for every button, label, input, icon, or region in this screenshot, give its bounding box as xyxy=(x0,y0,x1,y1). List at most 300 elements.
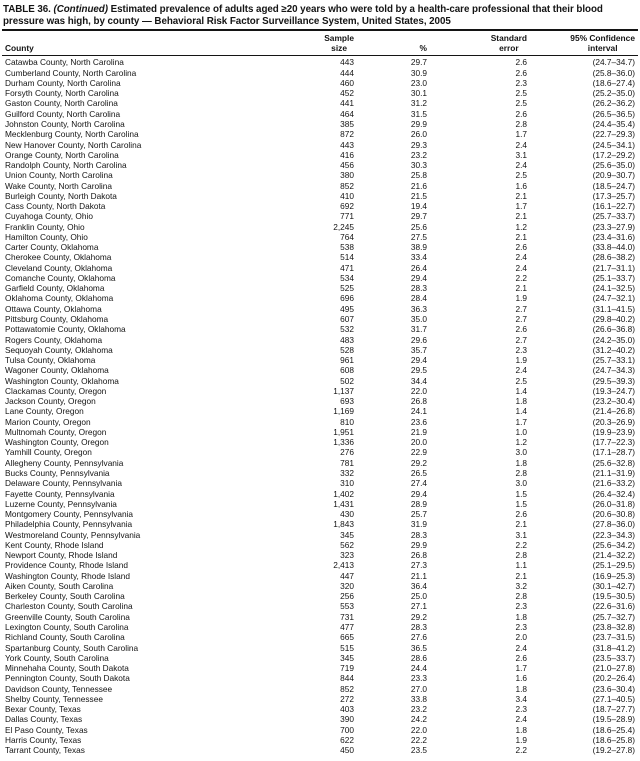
standard-error-cell: 3.0 xyxy=(515,447,527,458)
standard-error-cell: 1.7 xyxy=(515,129,527,140)
table-row xyxy=(2,150,638,160)
county-cell: Union County, North Carolina xyxy=(5,170,113,181)
sample-size-cell: 781 xyxy=(340,457,354,468)
table-row xyxy=(2,663,638,673)
confidence-interval-cell: (25.2–35.0) xyxy=(592,88,635,99)
confidence-interval-cell: (25.8–36.0) xyxy=(592,67,635,78)
percent-cell: 26.8 xyxy=(410,396,427,407)
confidence-interval-cell: (25.6–35.0) xyxy=(592,160,635,171)
table-row xyxy=(2,673,638,683)
percent-cell: 27.1 xyxy=(410,601,427,612)
county-cell: Greenville County, South Carolina xyxy=(5,611,130,622)
standard-error-cell: 1.8 xyxy=(515,396,527,407)
confidence-interval-cell: (24.7–34.3) xyxy=(592,365,635,376)
table-row xyxy=(2,129,638,139)
percent-cell: 29.9 xyxy=(410,539,427,550)
county-cell: Bucks County, Pennsylvania xyxy=(5,468,110,478)
sample-size-cell: 345 xyxy=(340,652,354,663)
standard-error-cell: 2.5 xyxy=(515,98,527,109)
table-row xyxy=(2,499,638,509)
percent-cell: 31.7 xyxy=(410,324,427,335)
table-row xyxy=(2,283,638,293)
confidence-interval-cell: (16.9–25.3) xyxy=(592,570,635,581)
confidence-interval-cell: (23.8–32.8) xyxy=(592,621,635,632)
confidence-interval-cell: (23.3–27.9) xyxy=(592,221,635,232)
county-cell: Berkeley County, South Carolina xyxy=(5,591,125,602)
sample-size-cell: 390 xyxy=(340,714,354,725)
percent-cell: 25.7 xyxy=(410,509,427,520)
table-row xyxy=(2,437,638,447)
table-row xyxy=(2,447,638,457)
confidence-interval-cell: (19.5–28.9) xyxy=(592,714,635,725)
standard-error-cell: 2.6 xyxy=(515,67,527,78)
confidence-interval-cell: (24.7–32.1) xyxy=(592,293,635,304)
sample-size-cell: 272 xyxy=(340,693,354,704)
county-cell: Ottawa County, Oklahoma xyxy=(5,303,102,314)
county-cell: Lane County, Oregon xyxy=(5,406,84,417)
confidence-interval-cell: (21.7–31.1) xyxy=(592,262,635,273)
confidence-interval-cell: (21.4–26.8) xyxy=(592,406,635,417)
county-cell: Multnomah County, Oregon xyxy=(5,426,107,437)
confidence-interval-cell: (16.1–22.7) xyxy=(592,201,635,212)
percent-cell: 26.0 xyxy=(410,129,427,140)
percent-cell: 29.4 xyxy=(410,272,427,283)
standard-error-cell: 2.3 xyxy=(515,344,527,355)
confidence-interval-cell: (24.5–34.1) xyxy=(592,139,635,150)
confidence-interval-cell: (25.7–33.1) xyxy=(592,355,635,366)
standard-error-cell: 1.1 xyxy=(515,560,527,571)
percent-cell: 36.4 xyxy=(410,580,427,591)
sample-size-cell: 532 xyxy=(340,324,354,335)
table-row xyxy=(2,78,638,88)
standard-error-cell: 2.4 xyxy=(515,160,527,171)
table-row xyxy=(2,581,638,591)
percent-cell: 28.3 xyxy=(410,621,427,632)
header-county: County xyxy=(2,30,281,56)
percent-cell: 22.9 xyxy=(410,447,427,458)
sample-size-cell: 256 xyxy=(340,591,354,602)
standard-error-cell: 1.5 xyxy=(515,498,527,509)
table-row xyxy=(2,170,638,180)
table-row xyxy=(2,376,638,386)
table-row xyxy=(2,694,638,704)
county-cell: Davidson County, Tennessee xyxy=(5,683,113,694)
confidence-interval-cell: (24.2–35.0) xyxy=(592,334,635,345)
table-row xyxy=(2,468,638,478)
sample-size-cell: 534 xyxy=(340,272,354,283)
standard-error-cell: 2.2 xyxy=(515,745,527,756)
standard-error-cell: 2.3 xyxy=(515,601,527,612)
confidence-interval-cell: (26.0–31.8) xyxy=(592,498,635,509)
table-row xyxy=(2,540,638,550)
standard-error-cell: 3.0 xyxy=(515,478,527,489)
sample-size-cell: 872 xyxy=(340,129,354,140)
percent-cell: 25.0 xyxy=(410,591,427,602)
percent-cell: 36.5 xyxy=(410,642,427,653)
percent-cell: 28.3 xyxy=(410,283,427,294)
table-row xyxy=(2,560,638,570)
standard-error-cell: 1.8 xyxy=(515,611,527,622)
standard-error-cell: 2.1 xyxy=(515,283,527,294)
county-cell: Cleveland County, Oklahoma xyxy=(5,262,113,273)
county-cell: Bexar County, Texas xyxy=(5,704,81,715)
county-cell: Yamhill County, Oregon xyxy=(5,447,92,458)
sample-size-cell: 696 xyxy=(340,293,354,304)
county-cell: Johnston County, North Carolina xyxy=(5,118,125,129)
county-cell: Luzerne County, Pennsylvania xyxy=(5,498,117,509)
confidence-interval-cell: (30.1–42.7) xyxy=(592,580,635,591)
sample-size-cell: 385 xyxy=(340,118,354,129)
table-header xyxy=(2,30,638,56)
percent-cell: 30.9 xyxy=(410,67,427,78)
county-cell: Montgomery County, Pennsylvania xyxy=(5,509,134,520)
confidence-interval-cell: (24.1–32.5) xyxy=(592,283,635,294)
county-cell: Jackson County, Oregon xyxy=(5,396,96,407)
percent-cell: 23.2 xyxy=(410,704,427,715)
standard-error-cell: 2.6 xyxy=(515,324,527,335)
sample-size-cell: 495 xyxy=(340,303,354,314)
table-row xyxy=(2,489,638,499)
standard-error-cell: 2.4 xyxy=(515,139,527,150)
table-row xyxy=(2,345,638,355)
county-cell: Cherokee County, Oklahoma xyxy=(5,252,112,263)
standard-error-cell: 2.7 xyxy=(515,334,527,345)
header-sample-size: Sample size xyxy=(281,30,357,56)
sample-size-cell: 622 xyxy=(340,734,354,745)
county-cell: Minnehaha County, South Dakota xyxy=(5,663,129,674)
confidence-interval-cell: (18.6–25.8) xyxy=(592,734,635,745)
standard-error-cell: 1.7 xyxy=(515,663,527,674)
county-cell: Clackamas County, Oregon xyxy=(5,385,107,396)
confidence-interval-cell: (20.9–30.7) xyxy=(592,170,635,181)
confidence-interval-cell: (18.5–24.7) xyxy=(592,180,635,191)
confidence-interval-cell: (21.1–31.9) xyxy=(592,468,635,478)
county-cell: Guilford County, North Carolina xyxy=(5,108,121,119)
percent-cell: 23.6 xyxy=(410,416,427,427)
percent-cell: 23.0 xyxy=(410,77,427,88)
county-cell: Pittsburg County, Oklahoma xyxy=(5,314,109,325)
sample-size-cell: 444 xyxy=(340,67,354,78)
county-cell: Franklin County, Ohio xyxy=(5,221,85,232)
percent-cell: 27.6 xyxy=(410,632,427,643)
sample-size-cell: 2,245 xyxy=(333,221,354,232)
standard-error-cell: 2.1 xyxy=(515,190,527,201)
standard-error-cell: 2.0 xyxy=(515,632,527,643)
sample-size-cell: 608 xyxy=(340,365,354,376)
county-cell: Durham County, North Carolina xyxy=(5,77,121,88)
standard-error-cell: 2.6 xyxy=(515,108,527,119)
confidence-interval-cell: (17.1–28.7) xyxy=(592,447,635,458)
header-percent: % xyxy=(357,30,430,56)
percent-cell: 22.2 xyxy=(410,734,427,745)
table-row xyxy=(2,335,638,345)
standard-error-cell: 2.7 xyxy=(515,314,527,325)
standard-error-cell: 1.9 xyxy=(515,293,527,304)
sample-size-cell: 450 xyxy=(340,745,354,756)
table-title-continued: (Continued) xyxy=(53,4,108,15)
confidence-interval-cell: (29.8–40.2) xyxy=(592,314,635,325)
confidence-interval-cell: (26.5–36.5) xyxy=(592,108,635,119)
confidence-interval-cell: (25.1–33.7) xyxy=(592,272,635,283)
percent-cell: 30.1 xyxy=(410,88,427,99)
sample-size-cell: 483 xyxy=(340,334,354,345)
percent-cell: 24.2 xyxy=(410,714,427,725)
table-row xyxy=(2,56,638,68)
county-cell: Mecklenburg County, North Carolina xyxy=(5,129,139,140)
table-header-row xyxy=(2,30,638,56)
sample-size-cell: 562 xyxy=(340,539,354,550)
county-cell: York County, South Carolina xyxy=(5,652,109,663)
county-cell: Gaston County, North Carolina xyxy=(5,98,118,109)
sample-size-cell: 852 xyxy=(340,683,354,694)
sample-size-cell: 553 xyxy=(340,601,354,612)
sample-size-cell: 2,413 xyxy=(333,560,354,571)
county-cell: Rogers County, Oklahoma xyxy=(5,334,103,345)
county-cell: Aiken County, South Carolina xyxy=(5,580,114,591)
standard-error-cell: 2.6 xyxy=(515,509,527,520)
percent-cell: 33.4 xyxy=(410,252,427,263)
percent-cell: 21.1 xyxy=(410,570,427,581)
sample-size-cell: 460 xyxy=(340,77,354,88)
county-cell: Pennington County, South Dakota xyxy=(5,673,130,684)
sample-size-cell: 719 xyxy=(340,663,354,674)
prevalence-table xyxy=(2,29,638,755)
sample-size-cell: 452 xyxy=(340,88,354,99)
percent-cell: 28.4 xyxy=(410,293,427,304)
table-row xyxy=(2,242,638,252)
county-cell: Cass County, North Dakota xyxy=(5,201,106,212)
sample-size-cell: 538 xyxy=(340,242,354,253)
percent-cell: 31.9 xyxy=(410,519,427,530)
sample-size-cell: 852 xyxy=(340,180,354,191)
percent-cell: 29.9 xyxy=(410,118,427,129)
standard-error-cell: 2.5 xyxy=(515,375,527,386)
county-cell: Richland County, South Carolina xyxy=(5,632,125,643)
table-row xyxy=(2,68,638,78)
standard-error-cell: 2.4 xyxy=(515,252,527,263)
sample-size-cell: 731 xyxy=(340,611,354,622)
table-row xyxy=(2,365,638,375)
sample-size-cell: 1,402 xyxy=(333,488,354,499)
percent-cell: 30.3 xyxy=(410,160,427,171)
sample-size-cell: 1,843 xyxy=(333,519,354,530)
standard-error-cell: 1.7 xyxy=(515,201,527,212)
standard-error-cell: 2.2 xyxy=(515,539,527,550)
percent-cell: 21.5 xyxy=(410,190,427,201)
county-cell: Wake County, North Carolina xyxy=(5,180,112,191)
percent-cell: 28.9 xyxy=(410,498,427,509)
county-cell: Charleston County, South Carolina xyxy=(5,601,133,612)
table-row xyxy=(2,355,638,365)
confidence-interval-cell: (27.1–40.5) xyxy=(592,693,635,704)
percent-cell: 29.7 xyxy=(410,211,427,222)
percent-cell: 29.3 xyxy=(410,139,427,150)
percent-cell: 24.4 xyxy=(410,663,427,674)
standard-error-cell: 2.4 xyxy=(515,365,527,376)
county-cell: Newport County, Rhode Island xyxy=(5,550,118,561)
county-cell: Harris County, Texas xyxy=(5,734,82,745)
table-row xyxy=(2,550,638,560)
sample-size-cell: 693 xyxy=(340,396,354,407)
sample-size-cell: 764 xyxy=(340,231,354,242)
sample-size-cell: 323 xyxy=(340,550,354,561)
confidence-interval-cell: (22.3–34.3) xyxy=(592,529,635,540)
standard-error-cell: 1.8 xyxy=(515,683,527,694)
county-cell: New Hanover County, North Carolina xyxy=(5,139,142,150)
percent-cell: 27.4 xyxy=(410,478,427,489)
standard-error-cell: 2.1 xyxy=(515,231,527,242)
confidence-interval-cell: (17.3–25.7) xyxy=(592,190,635,201)
sample-size-cell: 502 xyxy=(340,375,354,386)
percent-cell: 29.4 xyxy=(410,355,427,366)
sample-size-cell: 528 xyxy=(340,344,354,355)
sample-size-cell: 464 xyxy=(340,108,354,119)
percent-cell: 29.7 xyxy=(410,57,427,68)
sample-size-cell: 456 xyxy=(340,160,354,171)
standard-error-cell: 1.6 xyxy=(515,673,527,684)
county-cell: Comanche County, Oklahoma xyxy=(5,272,116,283)
sample-size-cell: 1,336 xyxy=(333,437,354,448)
table-row xyxy=(2,324,638,334)
confidence-interval-cell: (22.7–29.3) xyxy=(592,129,635,140)
table-row xyxy=(2,478,638,488)
county-cell: Pottawatomie County, Oklahoma xyxy=(5,324,126,335)
standard-error-cell: 2.3 xyxy=(515,704,527,715)
table-row xyxy=(2,622,638,632)
county-cell: Providence County, Rhode Island xyxy=(5,560,128,571)
confidence-interval-cell: (23.4–31.6) xyxy=(592,231,635,242)
standard-error-cell: 1.4 xyxy=(515,385,527,396)
county-cell: Burleigh County, North Dakota xyxy=(5,190,117,201)
confidence-interval-cell: (25.7–33.7) xyxy=(592,211,635,222)
standard-error-cell: 2.3 xyxy=(515,77,527,88)
percent-cell: 27.5 xyxy=(410,231,427,242)
percent-cell: 23.2 xyxy=(410,149,427,160)
county-cell: Dallas County, Texas xyxy=(5,714,83,725)
county-cell: Oklahoma County, Oklahoma xyxy=(5,293,114,304)
table-row xyxy=(2,427,638,437)
header-standard-error: Standard error xyxy=(430,30,530,56)
sample-size-cell: 441 xyxy=(340,98,354,109)
sample-size-cell: 320 xyxy=(340,580,354,591)
confidence-interval-cell: (33.8–44.0) xyxy=(592,242,635,253)
standard-error-cell: 2.4 xyxy=(515,714,527,725)
header-confidence-interval: 95% Confidence interval xyxy=(530,30,638,56)
sample-size-cell: 345 xyxy=(340,529,354,540)
confidence-interval-cell: (21.4–32.2) xyxy=(592,550,635,561)
confidence-interval-cell: (19.2–27.8) xyxy=(592,745,635,756)
table-title-label: TABLE 36. xyxy=(3,4,51,15)
county-cell: El Paso County, Texas xyxy=(5,724,88,735)
sample-size-cell: 380 xyxy=(340,170,354,181)
confidence-interval-cell: (21.6–33.2) xyxy=(592,478,635,489)
percent-cell: 38.9 xyxy=(410,242,427,253)
sample-size-cell: 810 xyxy=(340,416,354,427)
table-body xyxy=(2,56,638,756)
table-row xyxy=(2,160,638,170)
confidence-interval-cell: (31.2–40.2) xyxy=(592,344,635,355)
standard-error-cell: 1.7 xyxy=(515,416,527,427)
table-row xyxy=(2,601,638,611)
sample-size-cell: 276 xyxy=(340,447,354,458)
percent-cell: 21.9 xyxy=(410,426,427,437)
county-cell: Tulsa County, Oklahoma xyxy=(5,355,96,366)
county-cell: Carter County, Oklahoma xyxy=(5,242,99,253)
standard-error-cell: 2.6 xyxy=(515,242,527,253)
table-title-text: Estimated prevalence of adults aged ≥20 years who were told by a health-care professional that their blood pressure was high, by county — Behavioral Risk Factor Surveillance System, United States, 2005 xyxy=(3,4,603,27)
standard-error-cell: 3.2 xyxy=(515,580,527,591)
percent-cell: 28.6 xyxy=(410,652,427,663)
standard-error-cell: 1.5 xyxy=(515,488,527,499)
standard-error-cell: 1.4 xyxy=(515,406,527,417)
county-cell: Hamilton County, Ohio xyxy=(5,231,88,242)
confidence-interval-cell: (26.4–32.4) xyxy=(592,488,635,499)
table-row xyxy=(2,304,638,314)
percent-cell: 29.2 xyxy=(410,457,427,468)
sample-size-cell: 443 xyxy=(340,139,354,150)
table-row xyxy=(2,684,638,694)
sample-size-cell: 844 xyxy=(340,673,354,684)
county-cell: Garfield County, Oklahoma xyxy=(5,283,105,294)
percent-cell: 25.8 xyxy=(410,170,427,181)
percent-cell: 29.5 xyxy=(410,365,427,376)
confidence-interval-cell: (27.8–36.0) xyxy=(592,519,635,530)
standard-error-cell: 1.2 xyxy=(515,437,527,448)
percent-cell: 26.4 xyxy=(410,262,427,273)
county-cell: Spartanburg County, South Carolina xyxy=(5,642,139,653)
percent-cell: 26.8 xyxy=(410,550,427,561)
confidence-interval-cell: (18.6–25.4) xyxy=(592,724,635,735)
confidence-interval-cell: (23.7–31.5) xyxy=(592,632,635,643)
table-row xyxy=(2,222,638,232)
table-row xyxy=(2,140,638,150)
sample-size-cell: 443 xyxy=(340,57,354,68)
confidence-interval-cell: (18.7–27.7) xyxy=(592,704,635,715)
standard-error-cell: 1.8 xyxy=(515,724,527,735)
standard-error-cell: 2.8 xyxy=(515,550,527,561)
table-row xyxy=(2,252,638,262)
county-cell: Kent County, Rhode Island xyxy=(5,539,104,550)
table-row xyxy=(2,725,638,735)
confidence-interval-cell: (17.2–29.2) xyxy=(592,149,635,160)
table-row xyxy=(2,704,638,714)
county-cell: Washington County, Rhode Island xyxy=(5,570,130,581)
confidence-interval-cell: (17.7–22.3) xyxy=(592,437,635,448)
county-cell: Orange County, North Carolina xyxy=(5,149,119,160)
standard-error-cell: 2.5 xyxy=(515,170,527,181)
percent-cell: 23.5 xyxy=(410,745,427,756)
county-cell: Washington County, Oklahoma xyxy=(5,375,119,386)
county-cell: Marion County, Oregon xyxy=(5,416,91,427)
table-row xyxy=(2,314,638,324)
sample-size-cell: 514 xyxy=(340,252,354,263)
standard-error-cell: 2.5 xyxy=(515,88,527,99)
standard-error-cell: 1.0 xyxy=(515,426,527,437)
county-cell: Fayette County, Pennsylvania xyxy=(5,488,115,499)
sample-size-cell: 430 xyxy=(340,509,354,520)
table-row xyxy=(2,109,638,119)
sample-size-cell: 692 xyxy=(340,201,354,212)
table-row xyxy=(2,653,638,663)
table-row xyxy=(2,632,638,642)
table-title xyxy=(2,3,638,29)
sample-size-cell: 607 xyxy=(340,314,354,325)
standard-error-cell: 2.1 xyxy=(515,519,527,530)
table-row xyxy=(2,201,638,211)
sample-size-cell: 961 xyxy=(340,355,354,366)
sample-size-cell: 771 xyxy=(340,211,354,222)
standard-error-cell: 2.6 xyxy=(515,57,527,68)
